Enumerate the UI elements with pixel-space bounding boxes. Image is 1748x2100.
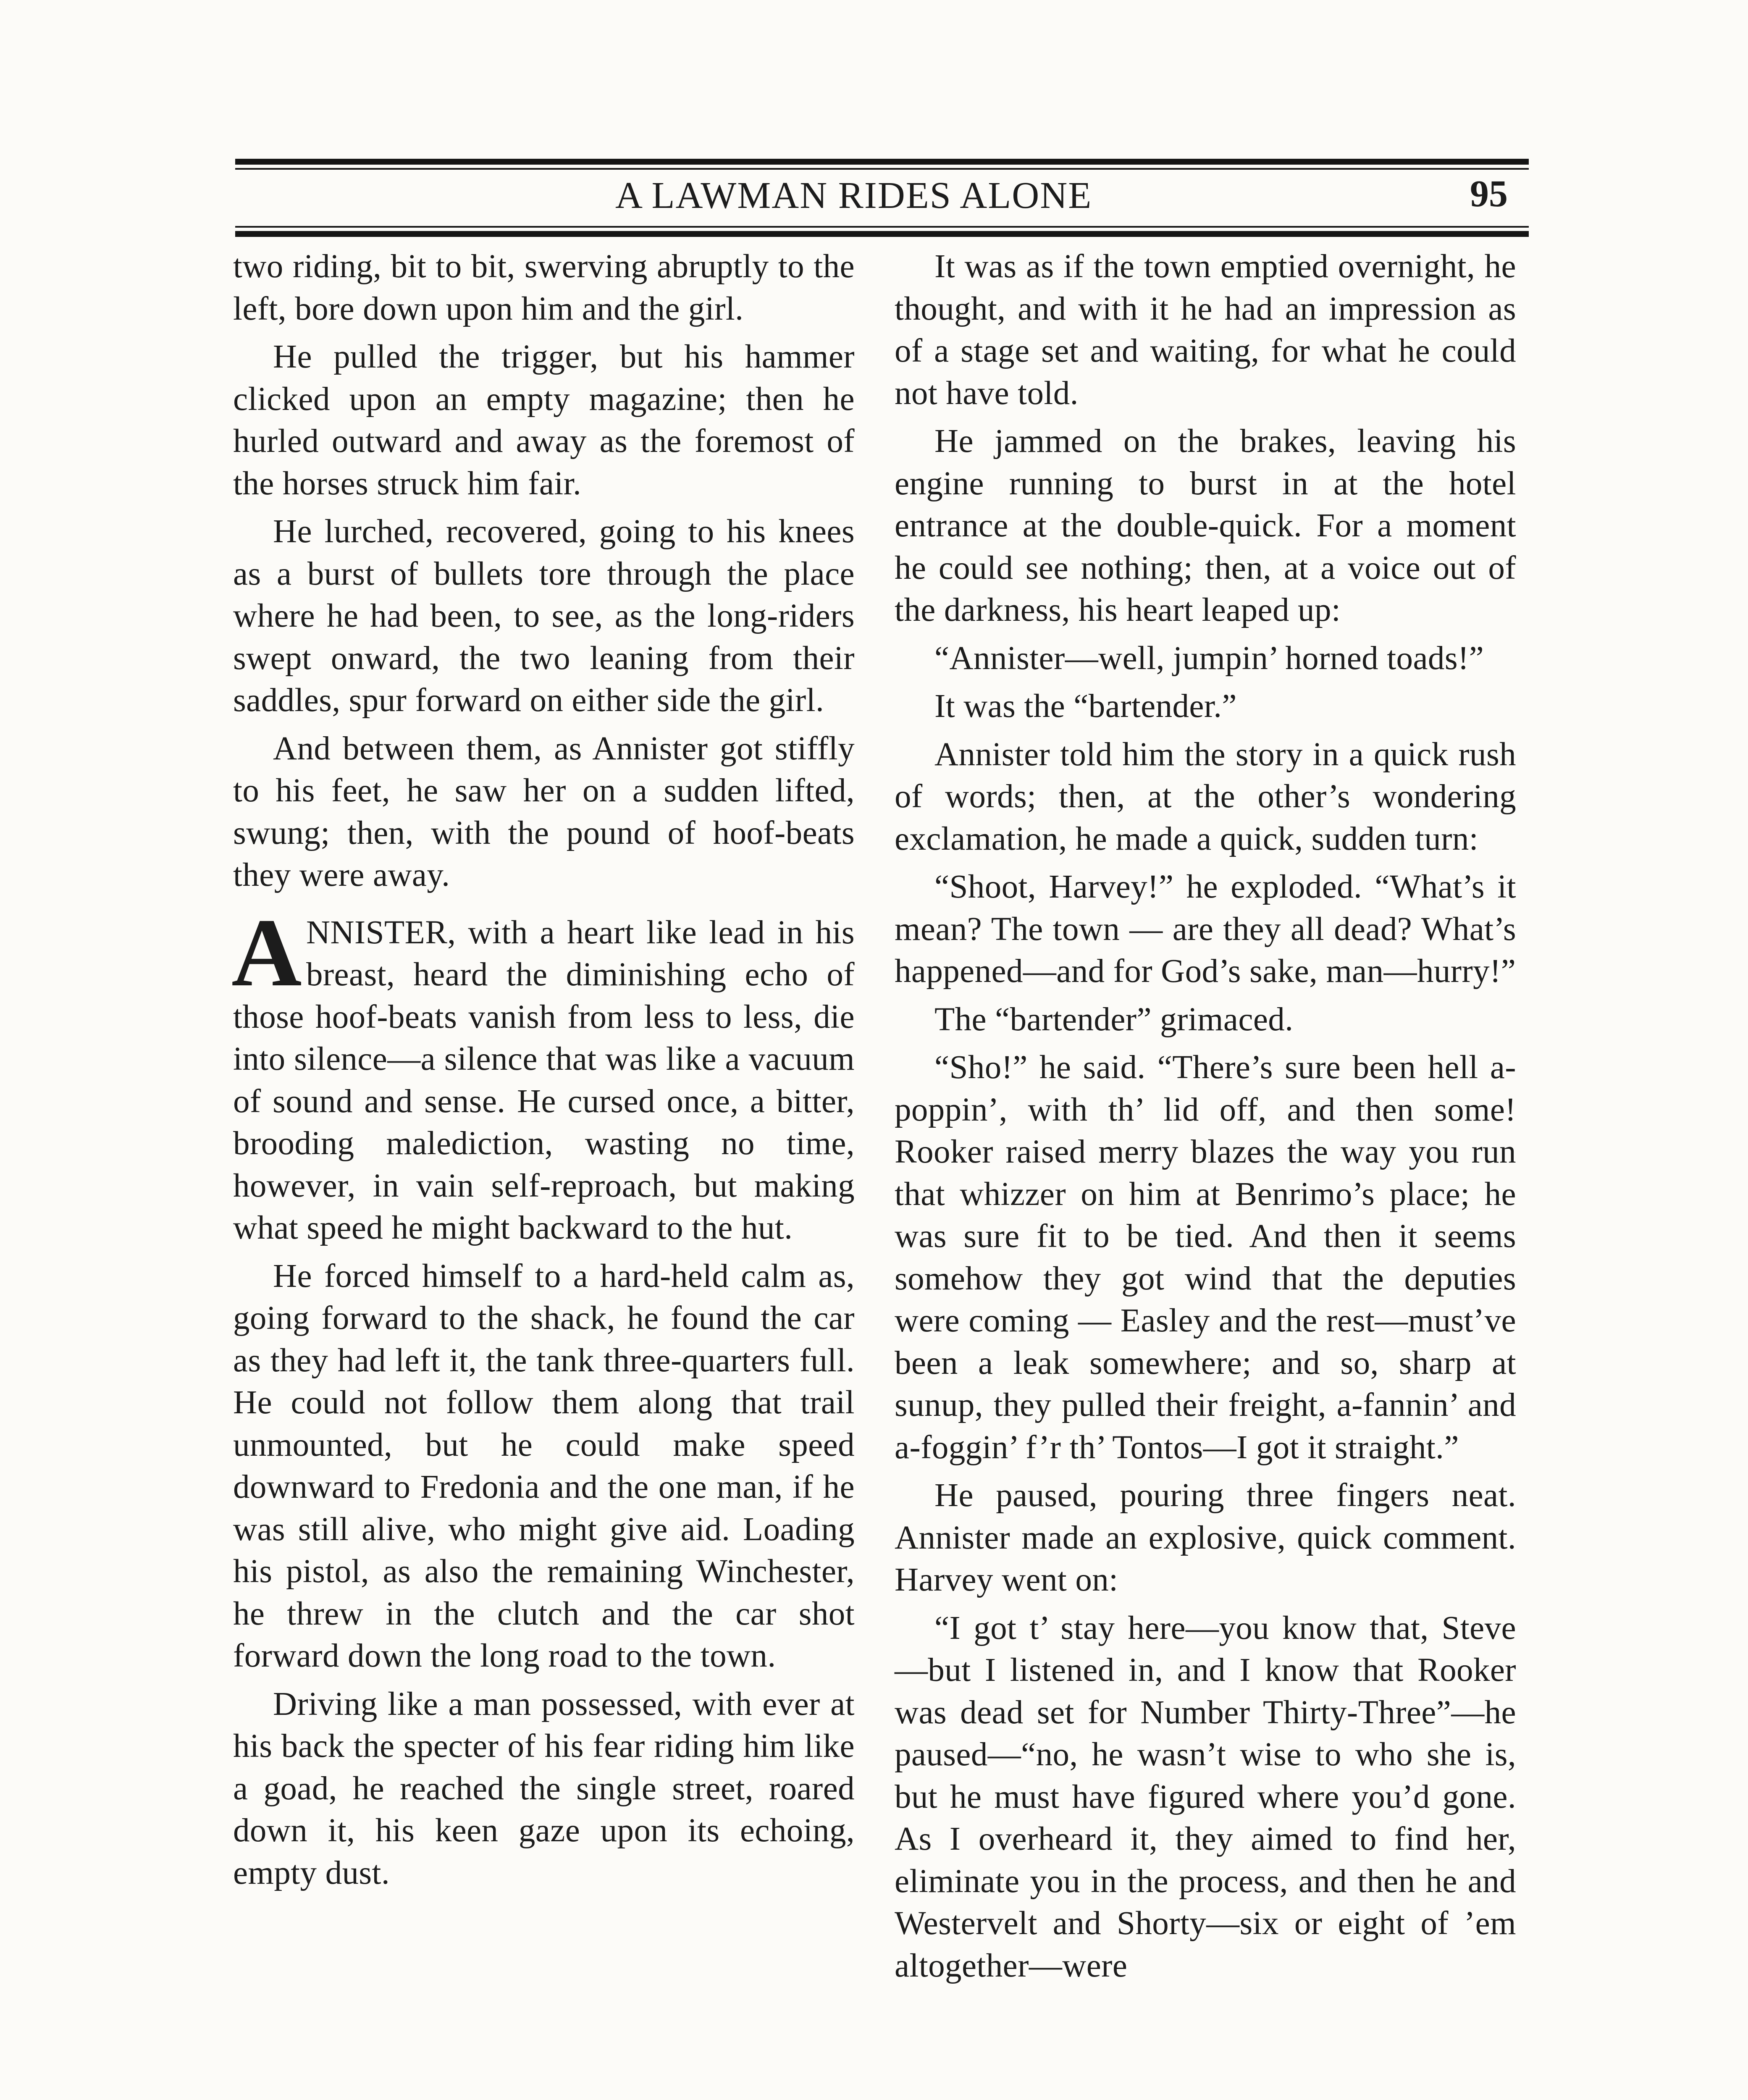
paragraph: He paused, pouring three fingers neat. Annister made an explosive, quick comment. Harvey went on: (895, 1477, 1516, 1598)
paragraph: It was the “bartender.” (934, 688, 1237, 724)
paragraph: He lurched, recovered, going to his knees as a burst of bullets tore through the place where he had been, to see, as the long-riders swept onward, the two leaning from their saddles, spur forward on either side the girl. (233, 513, 855, 719)
drop-cap: A (231, 898, 302, 1007)
section-opening-paragraph (231, 898, 855, 1250)
paragraph: “Annister—well, jumpin’ horned toads!” (934, 640, 1484, 677)
paragraph: And between them, as Annister got stiffly to his feet, he saw her on a sudden lifted, swung; then, with the pound of hoof-beats they were away. (233, 730, 855, 893)
paragraph: “Sho!” he said. “There’s sure been hell a-poppin’, with th’ lid off, and then some! Rooker raised merry blazes the way you run that whizzer on him at Benrimo’s place; he was sure fit to be tied. And then it seems somehow they got wind that the deputies were coming — Easley and the rest—must’ve been a leak somewhere; and so, sharp at sunup, they pulled their freight, a-fannin’ and a-foggin’ f’r th’ Tontos—I got it straight.” (895, 1049, 1516, 1466)
paragraph: The “bartender” grimaced. (934, 1001, 1294, 1038)
header-title: A LAWMAN RIDES ALONE (615, 175, 1092, 216)
paragraph: “Shoot, Harvey!” he exploded. “What’s it mean? The town — are they all dead? What’s happened—and for God’s sake, man—hurry!” (895, 869, 1516, 990)
paragraph: two riding, bit to bit, swerving abruptly to the left, bore down upon him and the girl. (233, 248, 855, 327)
page-number: 95 (1470, 173, 1508, 215)
paragraph: It was as if the town emptied overnight, he thought, and with it he had an impression as of a stage set and waiting, for what he could not have told. (895, 248, 1516, 412)
paragraph: He pulled the trigger, but his hammer clicked upon an empty magazine; then he hurled outward and away as the foremost of the horses struck him fair. (233, 339, 855, 502)
paragraph: He forced himself to a hard-held calm as, going forward to the shack, he found the car as they had left it, the tank three-quarters full. He could not follow them along that trail unmounted, but he could make speed downward to Fredonia and the one man, if he was still alive, who might give aid. Loading his pistol, as also the remaining Winchester, he threw in the clutch and the car shot forward down the long road to the town. (233, 1257, 855, 1674)
paragraph-text: NNISTER, with a heart like lead in his breast, heard the diminishing echo of those hoof-beats vanish from less to less, die into silence—a silence that was like a vacuum of sound and sense. He cursed once, a bitter, brooding malediction, wasting no time, however, in vain self-reproach, but making what speed he might backward to the hut. (233, 914, 855, 1246)
paragraph: He jammed on the brakes, leaving his engine running to burst in at the hotel entrance at the double-quick. For a moment he could see nothing; then, at a voice out of the darkness, his heart leaped up: (895, 423, 1516, 628)
left-column (233, 246, 855, 1900)
paragraph: Annister told him the story in a quick rush of words; then, at the other’s wondering exclamation, he made a quick, sudden turn: (895, 736, 1516, 857)
paragraph: “I got t’ stay here—you know that, Steve—but I listened in, and I know that Rooker was dead set for Number Thirty-Three”—he paused—“no, he wasn’t wise to who she is, but he must have figured where you’d gone. As I overheard it, they aimed to find her, eliminate you in the process, and then he and Westervelt and Shorty—six or eight of ’em altogether—were (895, 1609, 1516, 1984)
paragraph: Driving like a man possessed, with ever at his back the specter of his fear riding him like a goad, he reached the single street, roared down it, his keen gaze upon its echoing, empty dust. (233, 1685, 855, 1891)
running-header (235, 159, 1529, 237)
right-column (895, 246, 1516, 1993)
